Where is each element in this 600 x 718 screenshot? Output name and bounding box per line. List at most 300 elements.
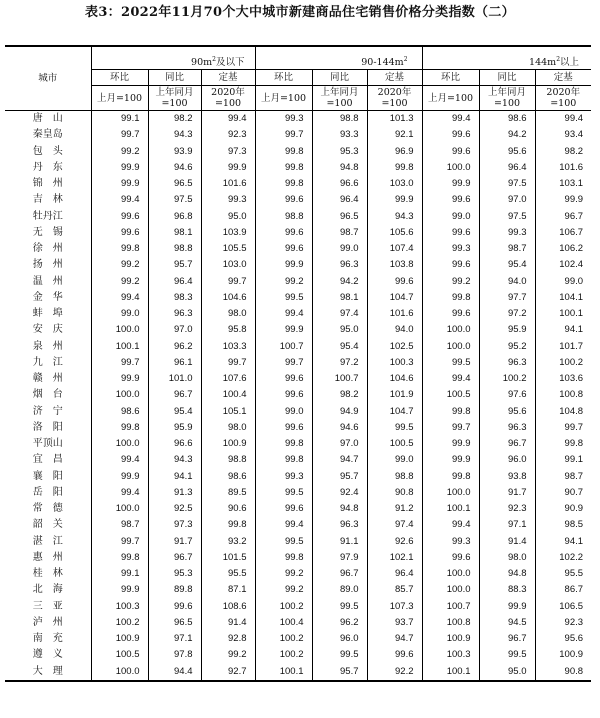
city-name: 金 华 [32,291,63,303]
index-value: 91.1 [312,534,367,550]
city-name: 宜 昌 [32,454,63,466]
price-index-table-container [5,45,591,682]
metric-mom: 环比 [91,70,148,86]
index-value: 103.9 [201,225,255,241]
index-value: 99.9 [91,469,148,485]
index-value: 107.6 [201,371,255,387]
index-value: 92.3 [201,127,255,143]
index-value: 98.7 [535,469,591,485]
index-value: 95.9 [148,420,201,436]
index-value: 100.0 [422,339,479,355]
index-value: 99.8 [255,452,312,468]
index-value: 100.3 [91,599,148,615]
index-value: 99.8 [255,176,312,192]
index-value: 99.6 [255,387,312,403]
index-value: 94.9 [312,404,367,420]
index-value: 95.7 [312,469,367,485]
index-value: 96.7 [479,631,535,647]
index-value: 97.5 [479,176,535,192]
index-value: 96.3 [148,306,201,322]
index-value: 95.6 [479,404,535,420]
base-2020: 2020年=100 [201,86,255,111]
index-value: 96.4 [367,566,422,582]
table-row [5,257,591,273]
index-value: 97.0 [312,436,367,452]
index-value: 97.4 [367,517,422,533]
index-value: 92.3 [479,501,535,517]
index-value: 98.2 [535,144,591,160]
metric-fixed-base: 定基 [535,70,591,86]
index-value: 98.8 [255,209,312,225]
table-row [5,599,591,615]
city-name: 泸 州 [32,616,63,628]
index-value: 87.1 [201,582,255,598]
index-value: 99.8 [422,290,479,306]
index-value: 99.5 [312,647,367,663]
index-value: 99.6 [255,225,312,241]
index-value: 95.0 [201,209,255,225]
index-value: 106.2 [535,241,591,257]
index-value: 103.1 [535,176,591,192]
index-value: 97.0 [479,192,535,208]
index-value: 91.4 [479,534,535,550]
table-header [5,46,591,111]
index-value: 98.1 [148,225,201,241]
index-value: 105.1 [201,404,255,420]
index-value: 99.6 [422,225,479,241]
index-value: 99.6 [148,599,201,615]
index-value: 100.2 [479,371,535,387]
index-value: 99.7 [535,420,591,436]
city-name: 扬 州 [32,259,63,271]
index-value: 99.9 [422,176,479,192]
index-value: 99.3 [255,111,312,128]
index-value: 99.2 [255,274,312,290]
index-value: 104.7 [367,290,422,306]
index-value: 105.5 [201,241,255,257]
index-value: 99.1 [91,566,148,582]
index-value: 99.8 [91,420,148,436]
index-value: 98.8 [367,469,422,485]
index-value: 99.6 [422,306,479,322]
city-name: 三 亚 [32,600,63,612]
city-name: 徐 州 [32,243,63,254]
table-row [5,225,591,241]
index-value: 99.9 [255,322,312,338]
index-value: 99.5 [255,290,312,306]
index-value: 96.9 [367,144,422,160]
table-row [5,420,591,436]
index-value: 96.4 [148,274,201,290]
index-value: 96.7 [148,387,201,403]
city-name: 济 宁 [32,405,63,417]
index-value: 97.3 [201,144,255,160]
index-value: 96.5 [148,176,201,192]
index-value: 99.5 [312,599,367,615]
index-value: 98.8 [312,111,367,128]
index-value: 99.2 [91,144,148,160]
metric-fixed-base: 定基 [367,70,422,86]
index-value: 96.3 [479,355,535,371]
index-value: 99.0 [535,274,591,290]
city-name: 锦 州 [32,178,63,189]
index-value: 104.7 [367,404,422,420]
index-value: 100.9 [535,647,591,663]
index-value: 99.8 [255,160,312,176]
table-row [5,144,591,160]
index-value: 99.5 [422,355,479,371]
index-value: 97.6 [479,387,535,403]
city-name: 丹 东 [32,161,63,173]
index-value: 94.1 [148,469,201,485]
index-value: 93.8 [479,469,535,485]
index-value: 100.1 [422,501,479,517]
table-row [5,127,591,143]
index-value: 97.9 [312,550,367,566]
index-value: 99.2 [91,274,148,290]
metric-mom: 环比 [255,70,312,86]
index-value: 99.6 [422,257,479,273]
index-value: 93.9 [148,144,201,160]
table-row [5,485,591,501]
city-name: 蚌 埠 [32,308,63,319]
index-value: 95.6 [479,144,535,160]
index-value: 102.1 [367,550,422,566]
index-value: 100.0 [422,566,479,582]
index-value: 94.3 [148,452,201,468]
index-value: 99.6 [91,209,148,225]
table-row [5,371,591,387]
index-value: 90.6 [201,501,255,517]
city-name: 洛 阳 [32,421,63,433]
index-value: 99.2 [422,274,479,290]
index-value: 100.0 [91,664,148,681]
base-2020: 2020年=100 [367,86,422,111]
index-value: 100.2 [535,355,591,371]
index-value: 95.3 [312,144,367,160]
index-value: 99.2 [201,647,255,663]
index-value: 99.4 [422,111,479,128]
index-value: 103.8 [367,257,422,273]
index-value: 91.7 [479,485,535,501]
index-value: 98.0 [201,420,255,436]
index-value: 99.4 [255,306,312,322]
index-value: 96.4 [312,192,367,208]
index-value: 98.1 [312,290,367,306]
index-value: 99.4 [422,517,479,533]
index-value: 99.8 [255,550,312,566]
index-value: 99.8 [255,144,312,160]
index-value: 99.6 [422,550,479,566]
index-value: 96.3 [479,420,535,436]
index-value: 96.7 [535,209,591,225]
group-header-large-label: $144m^2$以上 [529,55,580,68]
city-name: 吉 林 [32,194,63,206]
city-name: 赣 州 [32,373,63,384]
city-name: 常 德 [32,503,63,514]
index-value: 99.9 [479,599,535,615]
base-prev-month: 上月=100 [255,86,312,111]
table-row [5,582,591,598]
index-value: 99.7 [91,534,148,550]
index-value: 99.7 [91,127,148,143]
index-value: 96.6 [312,176,367,192]
index-value: 92.2 [367,664,422,681]
index-value: 100.5 [367,436,422,452]
group-header-large [422,46,591,70]
index-value: 94.0 [479,274,535,290]
base-2020: 2020年=100 [535,86,591,111]
index-value: 99.4 [91,290,148,306]
index-value: 97.4 [312,306,367,322]
index-value: 100.2 [255,647,312,663]
table-row [5,566,591,582]
index-value: 90.8 [367,485,422,501]
index-value: 101.0 [148,371,201,387]
city-column-header: 城市 [5,46,91,111]
index-value: 94.0 [367,322,422,338]
index-value: 98.6 [91,404,148,420]
index-value: 107.3 [367,599,422,615]
index-value: 98.2 [148,111,201,128]
city-name: 唐 山 [32,113,63,124]
index-value: 95.7 [148,257,201,273]
city-name: 包 头 [32,145,63,157]
index-value: 99.4 [255,517,312,533]
index-value: 95.7 [312,664,367,681]
index-value: 100.0 [422,582,479,598]
index-value: 99.6 [91,225,148,241]
index-value: 98.8 [148,241,201,257]
index-value: 95.2 [479,339,535,355]
index-value: 100.5 [422,387,479,403]
index-value: 94.1 [535,534,591,550]
index-value: 93.2 [201,534,255,550]
city-name: 襄 阳 [32,470,63,482]
index-value: 98.6 [479,111,535,128]
table-row [5,452,591,468]
index-value: 86.7 [535,582,591,598]
table-row [5,387,591,403]
index-value: 97.0 [148,322,201,338]
index-value: 97.7 [479,290,535,306]
city-name: 岳 阳 [32,486,63,498]
index-value: 100.8 [422,615,479,631]
index-value: 101.3 [367,111,422,128]
index-value: 89.8 [148,582,201,598]
index-value: 100.7 [255,339,312,355]
city-name: 平顶山 [32,438,63,449]
index-value: 93.4 [535,127,591,143]
city-name: 九 江 [32,356,63,368]
index-value: 94.8 [312,501,367,517]
index-value: 95.8 [201,322,255,338]
index-value: 94.6 [312,420,367,436]
index-value: 99.8 [535,436,591,452]
index-value: 99.9 [201,160,255,176]
city-name: 泉 州 [32,340,63,352]
group-header-small-label: $90m^2$及以下 [191,55,245,68]
index-value: 100.5 [91,647,148,663]
index-value: 100.1 [91,339,148,355]
index-value: 99.7 [422,420,479,436]
index-value: 94.3 [367,209,422,225]
index-value: 97.5 [479,209,535,225]
table-row [5,534,591,550]
index-value: 99.8 [201,517,255,533]
index-value: 100.1 [422,664,479,681]
index-value: 97.2 [312,355,367,371]
index-value: 96.5 [312,209,367,225]
city-name: 无 锡 [32,226,63,238]
table-row [5,615,591,631]
index-value: 89.5 [201,485,255,501]
index-value: 99.8 [255,436,312,452]
index-value: 99.1 [91,111,148,128]
index-value: 96.3 [312,517,367,533]
index-value: 95.5 [201,566,255,582]
table-row [5,664,591,681]
index-value: 99.7 [255,355,312,371]
index-value: 100.0 [91,322,148,338]
index-value: 98.0 [201,306,255,322]
index-value: 100.2 [91,615,148,631]
index-value: 103.6 [535,371,591,387]
table-row [5,469,591,485]
table-row [5,160,591,176]
index-value: 97.2 [479,306,535,322]
index-value: 94.4 [148,664,201,681]
index-value: 85.7 [367,582,422,598]
index-value: 99.8 [367,160,422,176]
table-row [5,274,591,290]
index-value: 99.0 [422,209,479,225]
index-value: 94.7 [312,452,367,468]
index-value: 101.6 [367,306,422,322]
index-value: 94.7 [367,631,422,647]
index-value: 94.6 [148,160,201,176]
index-value: 92.1 [367,127,422,143]
index-value: 99.0 [367,452,422,468]
index-value: 99.7 [201,355,255,371]
index-value: 99.9 [255,257,312,273]
index-value: 100.0 [91,436,148,452]
index-value: 99.6 [422,192,479,208]
index-value: 94.3 [148,127,201,143]
table-row [5,631,591,647]
base-same-month-last-year: 上年同月=100 [312,86,367,111]
index-value: 100.8 [535,387,591,403]
index-value: 106.7 [535,225,591,241]
index-value: 95.3 [148,566,201,582]
index-value: 99.8 [422,469,479,485]
index-value: 99.4 [535,111,591,128]
price-index-table [5,45,591,682]
index-value: 99.2 [255,582,312,598]
index-value: 95.0 [312,322,367,338]
index-value: 91.2 [367,501,422,517]
index-value: 94.8 [479,566,535,582]
metric-fixed-base: 定基 [201,70,255,86]
city-name: 温 州 [32,275,63,287]
city-name: 遵 义 [32,649,63,661]
index-value: 94.2 [479,127,535,143]
index-value: 98.3 [148,290,201,306]
index-value: 95.4 [312,339,367,355]
table-row [5,322,591,338]
index-value: 99.9 [91,160,148,176]
index-value: 95.6 [535,631,591,647]
city-name: 韶 关 [32,519,63,531]
table-row [5,290,591,306]
index-value: 99.6 [255,241,312,257]
index-value: 103.0 [367,176,422,192]
table-row [5,501,591,517]
index-value: 100.0 [91,387,148,403]
index-value: 99.4 [91,192,148,208]
index-value: 96.2 [312,615,367,631]
index-value: 92.7 [201,664,255,681]
index-value: 97.5 [148,192,201,208]
index-value: 100.9 [422,631,479,647]
index-value: 99.7 [255,127,312,143]
index-value: 99.5 [479,647,535,663]
index-value: 100.2 [255,599,312,615]
index-value: 96.7 [312,566,367,582]
index-value: 99.9 [91,371,148,387]
index-value: 99.9 [422,436,479,452]
index-value: 91.7 [148,534,201,550]
metric-yoy: 同比 [312,70,367,86]
index-value: 99.6 [255,192,312,208]
base-prev-month: 上月=100 [422,86,479,111]
index-value: 92.8 [201,631,255,647]
index-value: 98.2 [312,387,367,403]
index-value: 101.6 [201,176,255,192]
index-value: 100.0 [91,501,148,517]
index-value: 100.3 [367,355,422,371]
city-name: 大 理 [5,664,91,681]
index-value: 96.3 [312,257,367,273]
index-value: 99.6 [422,144,479,160]
index-value: 99.3 [201,192,255,208]
index-value: 96.0 [312,631,367,647]
index-value: 96.5 [148,615,201,631]
index-value: 95.4 [479,257,535,273]
group-header-medium [255,46,422,70]
table-row [5,517,591,533]
index-value: 91.4 [201,615,255,631]
index-value: 99.5 [367,420,422,436]
index-value: 96.2 [148,339,201,355]
city-name: 惠 州 [32,551,63,563]
city-name: 南 充 [32,633,63,644]
index-value: 99.2 [255,566,312,582]
table-body [5,111,591,681]
index-value: 96.7 [479,436,535,452]
index-value: 99.3 [422,241,479,257]
index-value: 102.4 [535,257,591,273]
index-value: 102.5 [367,339,422,355]
index-value: 94.8 [312,160,367,176]
index-value: 99.8 [91,550,148,566]
index-value: 99.3 [422,534,479,550]
city-name: 湛 江 [32,535,63,547]
table-row [5,111,591,128]
index-value: 100.9 [201,436,255,452]
table-row [5,241,591,257]
group-header-small [91,46,255,70]
